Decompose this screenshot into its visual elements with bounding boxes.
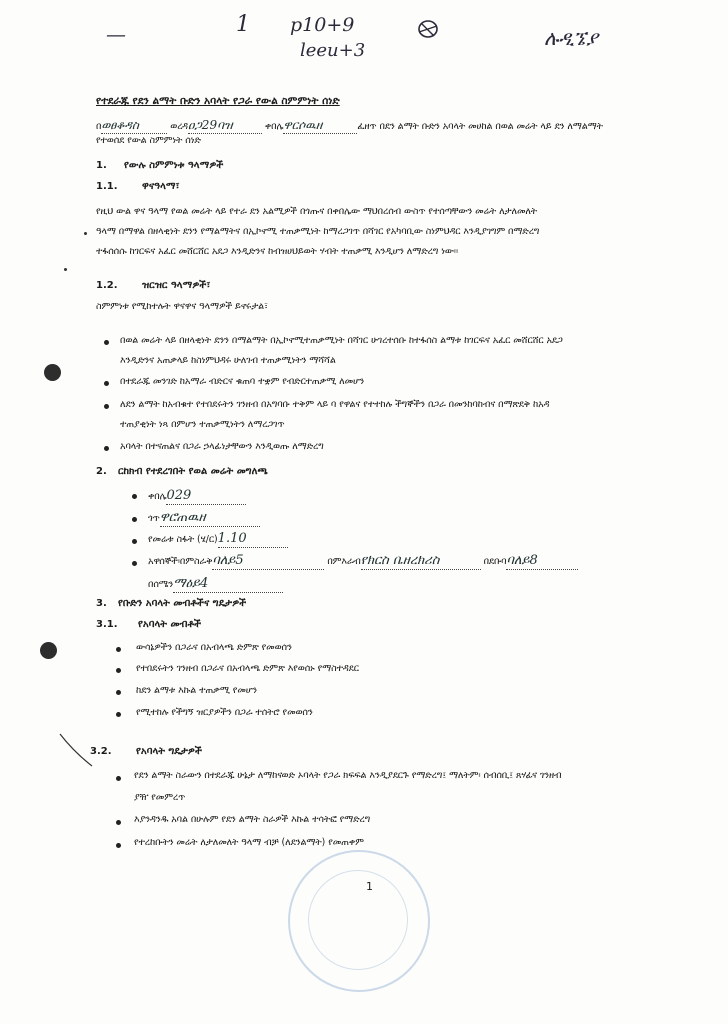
objective-3-line-1: ለደን ልማት ከአብቁተ የተበደሩትን ገንዘብ በአግባቡ ተቅም ላይ ባ የዋልና የተተከሉ ችግኞችን በጋራ በመንከባከብና በማጽደቅ ከአዳ xyxy=(120,399,550,410)
section-1-1-number: 1.1. xyxy=(96,181,118,192)
right-3: ከደን ልማቱ እኩል ተጠቃሚ የመሆን xyxy=(136,685,257,696)
annotation-dash: — xyxy=(106,22,126,46)
ink-speck xyxy=(64,268,67,271)
land-got-value: ዋሮጠዉዘ xyxy=(160,510,260,527)
bullet xyxy=(132,561,137,566)
boundary-north-label: በሰሜን xyxy=(148,579,174,590)
duty-3: የተረከቡትን መሬት ለታለመለት ዓላማ ብቻ (ለደንልማት) የመጠቀም xyxy=(134,837,364,848)
section-3-1-number: 3.1. xyxy=(96,619,118,630)
bullet xyxy=(104,404,109,409)
intro-rest: ፈዘጥ በደን ልማት ቡድን አባላት መሀከል በወል መሬት ላይ ደን ለማልማት xyxy=(357,121,603,132)
section-1-2-number: 1.2. xyxy=(96,280,118,291)
duty-2: እያንዳንዱ አባል በሁሉም የደን ልማት ስራዎች እኩል ተሳትፎ የማድረግ xyxy=(134,814,371,825)
objective-2: በተደራጁ መንገድ ከአማራ ብድርና ቁጠባ ተቋም የብድርተጠቃሚ ለመሆን xyxy=(120,376,365,387)
annotation-p-line: p10+9 xyxy=(290,14,355,36)
section-3-title: የቡድን አባላት መብቶችና ግዴታዎች xyxy=(118,598,247,609)
bullet xyxy=(132,539,137,544)
section-1-title: የውሉ ስምምነቱ ዓላማዎች xyxy=(124,160,224,171)
objective-4: አባላት በተናጠልና በጋራ ኃላፊነታቸውን እንዲወጡ ለማድረግ xyxy=(120,441,324,452)
bullet xyxy=(132,517,137,522)
bullet xyxy=(116,820,121,825)
annotation-right-note: ሉዲኜያ xyxy=(544,26,598,50)
right-2: የተበደሩትን ገንዘብ በጋራና በአብላጫ ድምጽ እየወሰኑ የማስተዳደር xyxy=(136,663,359,674)
punch-hole xyxy=(44,364,61,381)
land-got-row xyxy=(148,510,260,527)
section-3-1-title: የአባላት መብቶች xyxy=(138,619,202,630)
section-3-2-number: 3.2. xyxy=(90,746,112,757)
bullet xyxy=(116,690,121,695)
bullet xyxy=(116,843,121,848)
section-1-1-para-line-2: ዓላማ በማዋል በዘላቂነት ደንን የማልማትና በኢኮኖሚ ተጠቃሚነት ከማረጋገጥ በሻገር የአካባቢው ስነምህዳር እንዲያገግም በማድረግ xyxy=(96,226,540,237)
bullet xyxy=(104,446,109,451)
bullet xyxy=(116,776,121,781)
annotation-one: 1 xyxy=(236,12,250,37)
land-area-row xyxy=(148,531,288,548)
intro-line-2: የተወሰደ የውል ስምምነት ሰነድ xyxy=(96,135,201,146)
right-1: ውሳኔዎችን በጋራና በአብላጫ ድምጽ የመወሰን xyxy=(136,642,292,653)
intro-prefix: በ xyxy=(96,121,102,132)
scribble-signature-icon xyxy=(416,18,440,40)
section-1-number: 1. xyxy=(96,160,107,171)
bullet xyxy=(116,712,121,717)
land-kebele-row xyxy=(148,488,246,505)
land-area-value: 1.10 xyxy=(218,531,288,548)
section-1-1-title: ዋናዓላማ፣ xyxy=(142,181,180,192)
land-kebele-label: ቀበሌ xyxy=(148,491,167,502)
objective-3-line-2: ተጠያቂነት ነጻ በምሆን ተጠቃሚነትን ለማረጋገጥ xyxy=(120,419,285,430)
section-1-2-title: ዝርዝር ዓላማዎች፣ xyxy=(142,280,211,291)
document-title: የተደራጁ የደን ልማት ቡድን አባላት የጋራ የውል ስምምነት ሰነድ xyxy=(96,95,340,107)
official-stamp-inner-ring xyxy=(308,870,408,970)
duty-1-line-2: ያዥ የመምረጥ xyxy=(134,792,186,803)
intro-woreda-label: ወረዳ xyxy=(170,121,188,132)
section-1-1-para-line-1: የዚህ ውል ዋና ዓላማ የወል መሬት ላይ የተራ ደን አልሚዎች በጎጡና በቀበሌው ማህበረሰብ ውስጥ የተሰጣቸውን መሬት ለታለመለት xyxy=(96,206,538,217)
land-area-label: የመሬቱ ስፋት (ሄ/ር) xyxy=(148,534,218,545)
boundary-south-value: ባለይ8 xyxy=(506,553,578,570)
section-2-title: ርከክብ የተደረገበት የወል መሬት መግለጫ xyxy=(118,466,268,477)
intro-kebele-label: ቀበሌ xyxy=(264,121,284,132)
duty-1-line-1: የደን ልማት ስራውን በተደራጁ ሁኔታ ለማከናወድ ኦባላት የጋራ ክፍፍል እንዲያደርጉ የማድረግ፤ ማለትም፡ ሰብሰቢ፤ ጸሃፊና ገንዘብ xyxy=(134,770,562,781)
bullet xyxy=(104,340,109,345)
section-1-1-para-line-3: ተፋሰሰሱ ከገርፍና አፈር መሸርሸር አደጋ እንዲድንና ከብዝሀህይወት ሃብት ተጠቃሚ እንዲሆን ለማድረግ ነው፡፡ xyxy=(96,246,459,257)
official-stamp xyxy=(288,850,430,992)
intro-line-1 xyxy=(96,118,603,134)
land-boundaries-row xyxy=(148,553,578,570)
right-4: የሚተከሉ የችግኝ ዝርያዎችን በጋራ ተሰትሮ የመወሰን xyxy=(136,707,313,718)
boundary-south-label: በደቡባ xyxy=(483,556,507,567)
page-number: 1 xyxy=(366,880,373,893)
land-got-label: ጎጥ xyxy=(148,513,160,524)
bullet xyxy=(116,647,121,652)
boundary-north-value: ማዕይ4 xyxy=(173,576,283,593)
bullet xyxy=(104,381,109,386)
intro-kebele-value: ዋርሶዉዘ xyxy=(283,118,357,134)
boundary-west-label: በምእራብ xyxy=(327,556,361,567)
objective-1-line-1: በወል መሬት ላይ በዘላቂነት ደንን በማልማት በኢኮኖሚተጠቃሚነት በሻገር ሁገረተሰቡ ከተፋሰስ ልማቱ ከገርፍና አፈር መሸርሸር አደጋ xyxy=(120,335,563,346)
ink-speck xyxy=(84,232,87,235)
section-2-number: 2. xyxy=(96,466,107,477)
boundary-west-value: የክርስ ቤዘረክሪስ xyxy=(361,553,481,570)
land-kebele-value: 029 xyxy=(166,488,246,505)
punch-hole xyxy=(40,642,57,659)
intro-region-value: ወፀቆዳስ xyxy=(101,118,167,134)
section-1-2-intro: ስምምነቱ የሚከተሉት ዋናዋና ዓላማዎች ይኖሩታል፣ xyxy=(96,301,268,312)
annotation-sub-line: leeu+3 xyxy=(300,40,366,61)
section-3-2-title: የአባላት ግዴታዎች xyxy=(136,746,202,757)
section-3-number: 3. xyxy=(96,598,107,609)
land-north-row xyxy=(148,576,283,593)
bullet xyxy=(132,494,137,499)
objective-1-line-2: እንዲድንና አጠቃላይ ከስነምህዳሩ ሁለገብ ተጠቃሚነትን ማሻሻል xyxy=(120,355,336,366)
intro-woreda-value: ዐጋ29ባዝ xyxy=(188,118,262,134)
bullet xyxy=(116,668,121,673)
boundary-east-label: አዋሰኞች፡በምስራቅ xyxy=(148,556,213,567)
boundary-east-value: ባለይ5 xyxy=(212,553,324,570)
